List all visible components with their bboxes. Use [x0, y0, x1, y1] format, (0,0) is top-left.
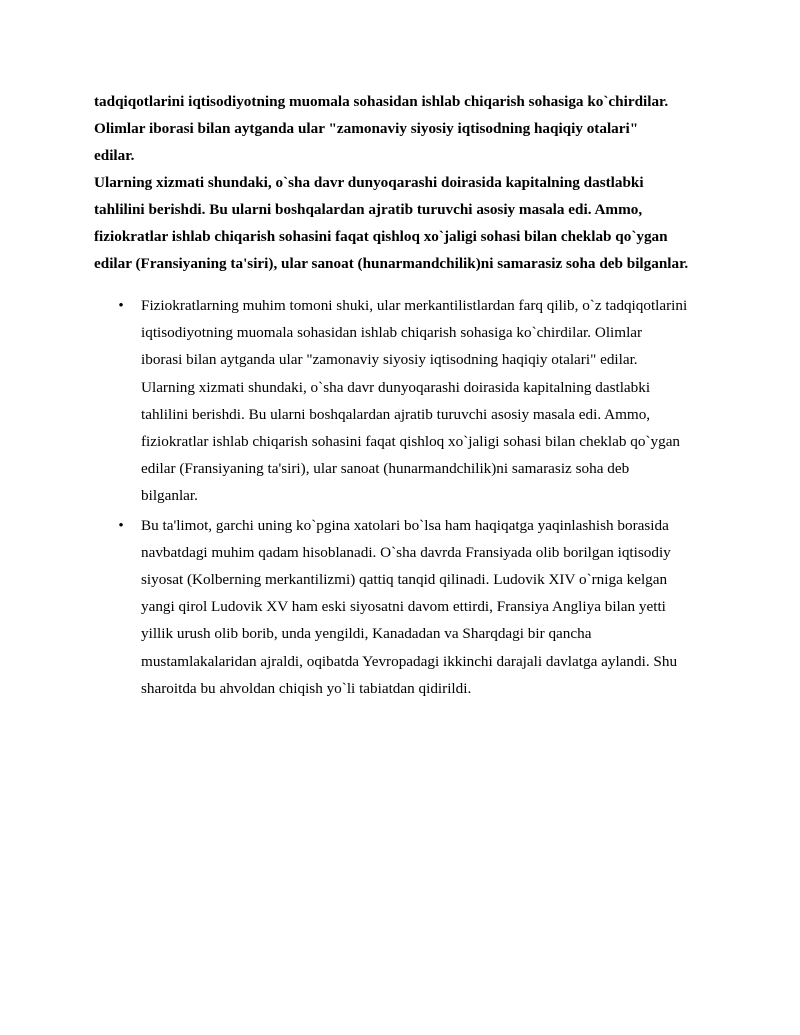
bullet-line: Ularning xizmati shundaki, o`sha davr dunyoqarashi doirasida kapitalning dastlabki: [141, 378, 651, 396]
intro-line: fiziokratlar ishlab chiqarish sohasini faqat qishloq xo`jaligi sohasi bilan cheklab qo`ygan: [94, 228, 668, 245]
bullet-line: Fiziokratlarning muhim tomoni shuki, ular merkantilistlardan farq qilib, o`z tadqiqotlarini: [141, 297, 688, 314]
bullet-marker: •: [118, 516, 124, 534]
bullet-line: siyosat (Kolberning merkantilizmi) qattiq tanqid qilinadi. Ludovik XIV o`rniga kelgan: [141, 571, 668, 589]
bullet-line: navbatdagi muhim qadam hisoblanadi. O`sha davrda Fransiyada olib borilgan iqtisodiy: [141, 543, 671, 561]
intro-line: edilar.: [94, 147, 135, 164]
intro-line: tadqiqotlarini iqtisodiyotning muomala sohasidan ishlab chiqarish sohasiga ko`chirdilar.: [94, 93, 669, 110]
bullet-line: sharoitda bu ahvoldan chiqish yo`li tabiatdan qidirildi.: [141, 679, 472, 697]
bullet-line: fiziokratlar ishlab chiqarish sohasini faqat qishloq xo`jaligi sohasi bilan cheklab qo`ygan: [141, 433, 681, 451]
intro-line: Ularning xizmati shundaki, o`sha davr dunyoqarashi doirasida kapitalning dastlabki: [94, 174, 644, 191]
bullet-line: iborasi bilan aytganda ular "zamonaviy siyosiy iqtisodning haqiqiy otalari" edilar.: [141, 351, 638, 369]
intro-line: Olimlar iborasi bilan aytganda ular "zamonaviy siyosiy iqtisodning haqiqiy otalari": [94, 120, 639, 137]
intro-bold-paragraph: [94, 88, 734, 277]
bullet-line: yangi qirol Ludovik XV ham eski siyosatni davom ettirdi, Fransiya Angliya bilan yetti: [141, 598, 666, 616]
bullet-list: [116, 292, 726, 704]
bullet-line: iqtisodiyotning muomala sohasidan ishlab chiqarish sohasiga ko`chirdilar. Olimlar: [141, 324, 643, 342]
bullet-line: mustamlakalaridan ajraldi, oqibatda Yevropadagi ikkinchi darajali davlatga aylandi. Shu: [141, 652, 678, 670]
intro-line: tahlilini berishdi. Bu ularni boshqalardan ajratib turuvchi asosiy masala edi. Ammo,: [94, 201, 643, 218]
bullet-line: edilar (Fransiyaning ta'siri), ular sanoat (hunarmandchilik)ni samarasiz soha deb: [141, 460, 630, 478]
bullet-item: [116, 512, 726, 702]
bullet-item: [116, 292, 726, 510]
bullet-line: yillik urush olib borib, unda yengildi, Kanadadan va Sharqdagi bir qancha: [141, 625, 592, 643]
bullet-line: Bu ta'limot, garchi uning ko`pgina xatolari bo`lsa ham haqiqatga yaqinlashish borasida: [141, 516, 669, 534]
bullet-marker: •: [118, 297, 124, 314]
bullet-line: tahlilini berishdi. Bu ularni boshqalardan ajratib turuvchi asosiy masala edi. Ammo,: [141, 405, 651, 423]
intro-line: edilar (Fransiyaning ta'siri), ular sanoat (hunarmandchilik)ni samarasiz soha deb bilganlar.: [94, 255, 689, 272]
bullet-line: bilganlar.: [141, 487, 198, 505]
